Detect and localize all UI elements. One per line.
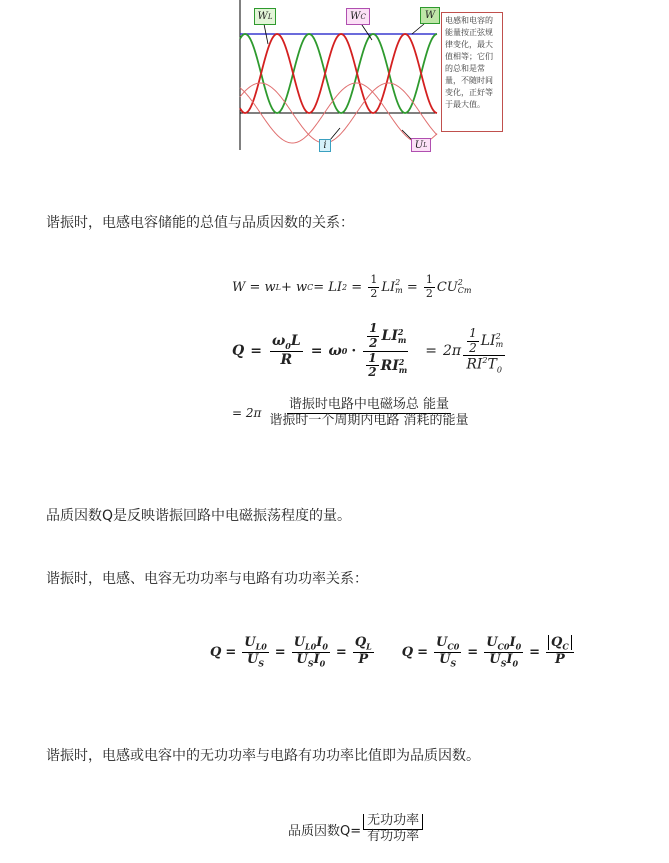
ul-label xyxy=(411,138,431,152)
omega-symbol-2: ω xyxy=(328,343,342,359)
i-sub: 0 xyxy=(515,641,522,652)
frac-den: P xyxy=(358,652,369,668)
i-sub: 0 xyxy=(319,658,326,669)
u-sub: S xyxy=(450,658,457,669)
eq-w-plus: + w xyxy=(280,279,308,295)
final-eq-frac xyxy=(363,814,423,845)
u-sym: U xyxy=(486,635,498,650)
frac-num xyxy=(546,636,574,653)
frac-num: 1 xyxy=(369,320,378,335)
l-symbol: L xyxy=(290,333,301,350)
frac-num: 1 xyxy=(425,273,433,286)
pw-frac-uc xyxy=(434,636,461,669)
li-m: m xyxy=(397,335,407,346)
u-sub: L0 xyxy=(255,641,267,652)
u-sym: U xyxy=(246,651,259,667)
equation-quality-factor xyxy=(232,312,507,390)
note-line: 电感和电容的 xyxy=(445,16,493,25)
frac-num: 1 xyxy=(469,325,477,340)
frac-den: R xyxy=(280,352,293,369)
note-line: 于最大值。 xyxy=(445,100,485,109)
eq-w-lim: LI xyxy=(381,279,396,295)
frac-den: 2 xyxy=(425,286,433,300)
frac-den xyxy=(464,356,504,375)
pw-eq: = xyxy=(529,644,541,660)
frac-num xyxy=(242,636,269,653)
note-line: 量，不随时间 xyxy=(445,76,493,85)
eq-q-omega-frac xyxy=(270,333,303,368)
pw-eq: = xyxy=(467,644,479,660)
u-sub: L0 xyxy=(305,641,317,652)
wc-label-sub: C xyxy=(360,12,366,21)
u-sub: C0 xyxy=(497,641,510,652)
eq-q-eq3: = xyxy=(425,343,437,359)
i-sym: I xyxy=(509,635,516,650)
q-sub: C xyxy=(562,642,569,653)
paragraph-q-definition: 品质因数Q是反映谐振回路中电磁振荡程度的量。 xyxy=(46,508,352,524)
u-sub: C0 xyxy=(447,641,460,652)
eq-q-dot: · xyxy=(351,343,357,359)
wc-label-main: W xyxy=(350,11,361,22)
note-line: 律变化，最大 xyxy=(445,40,493,49)
li-sq-2: 2 xyxy=(495,332,501,342)
energy-explanation-note xyxy=(441,12,503,132)
u-sym: U xyxy=(439,651,451,667)
frac-num: 1 xyxy=(370,273,378,286)
ri-sq-2: 2 xyxy=(482,356,488,366)
final-eq-label: 品质因数Q= xyxy=(288,823,362,839)
frac-num xyxy=(270,333,303,352)
i-sym: I xyxy=(313,651,320,667)
eq-w-sub-l: L xyxy=(275,282,281,292)
ri-m: m xyxy=(398,364,408,375)
frac-num xyxy=(434,636,461,653)
frac-den xyxy=(362,352,409,381)
u-sym: U xyxy=(293,635,306,650)
eq-q-twopi: 2π xyxy=(442,343,462,359)
q-sym: Q xyxy=(354,635,367,651)
eq-w-cu-sq: 2 xyxy=(457,278,463,288)
paragraph-energy-relation: 谐振时，电感电容储能的总值与品质因数的关系： xyxy=(46,215,354,231)
pw-eq: = xyxy=(417,644,428,660)
equation-power-ratio xyxy=(210,636,576,669)
u-sym: U xyxy=(296,651,308,667)
pw-q-1: Q xyxy=(210,644,222,660)
i-label-main: i xyxy=(323,140,327,151)
eq-w-sub-c: C xyxy=(307,282,314,292)
eq-w-eq3: = xyxy=(402,279,422,295)
ri-symbol: RI xyxy=(380,357,399,374)
frac-den: 2 xyxy=(368,365,377,380)
i-sub: 0 xyxy=(512,658,519,669)
pw-frac-qc xyxy=(546,636,574,668)
frac-den: 2 xyxy=(469,340,477,355)
wl-label-main: W xyxy=(257,11,268,22)
i-sub: 0 xyxy=(322,641,328,652)
ul-label-sub: L xyxy=(423,141,428,149)
w-label xyxy=(420,7,440,24)
eq-q-period-frac xyxy=(463,327,505,375)
frac-den xyxy=(294,653,327,669)
frac-num: 1 xyxy=(368,350,377,365)
u-sub: S xyxy=(258,658,265,669)
w-label-main: W xyxy=(424,10,436,21)
eq-w-lhs: W = w xyxy=(232,279,276,295)
note-line: 变化，正好等 xyxy=(445,88,493,97)
eq-w-half-1 xyxy=(368,274,379,300)
u-sym: U xyxy=(489,651,501,667)
omega-sub-2: 0 xyxy=(341,346,348,356)
eq-w-lim-m: m xyxy=(395,286,403,296)
pw-eq: = xyxy=(274,644,286,660)
omega-symbol: ω xyxy=(271,333,286,350)
final-eq-numerator xyxy=(363,814,423,830)
ratio-prefix: = 2π xyxy=(232,406,262,421)
frac-num xyxy=(363,322,408,352)
t-symbol: T xyxy=(487,357,497,374)
equation-q-power xyxy=(288,814,425,845)
eq-w-li: = LI xyxy=(313,279,343,295)
frac-den xyxy=(487,653,520,669)
ri-symbol-2: RI xyxy=(466,357,483,374)
i-sym: I xyxy=(506,651,513,667)
li-m-2: m xyxy=(495,340,504,350)
pw-q-2: Q xyxy=(401,644,414,660)
half-frac xyxy=(366,352,378,381)
li-sq: 2 xyxy=(397,327,404,338)
w-leader xyxy=(412,24,424,34)
frac-num xyxy=(353,636,374,653)
pw-frac-uci xyxy=(484,636,523,669)
ratio-numerator: 谐振时电路中电磁场总 能量 xyxy=(288,397,450,412)
pw-frac-uli xyxy=(292,636,330,669)
eq-q-eq: = xyxy=(250,343,262,359)
ri-sq: 2 xyxy=(398,356,405,367)
u-sym: U xyxy=(436,635,448,650)
eq-q-q: Q xyxy=(232,343,245,359)
eq-w-half-2 xyxy=(424,274,435,300)
wl-label xyxy=(254,8,276,25)
eq-w-eq2: = xyxy=(347,279,367,295)
paragraph-power-relation: 谐振时，电感、电容无功功率与电路有功功率关系： xyxy=(46,571,368,587)
equation-total-energy xyxy=(232,274,471,300)
half-frac xyxy=(367,322,379,351)
li-symbol-2: LI xyxy=(480,333,496,350)
eq-w-cu-cm: Cm xyxy=(457,286,472,296)
pw-frac-ul xyxy=(242,636,269,669)
eq-w-lim-sq: 2 xyxy=(395,278,401,288)
final-eq-denominator: 有功功率 xyxy=(367,828,420,844)
frac-den xyxy=(245,653,266,669)
eq-w-cu: CU xyxy=(436,279,458,295)
ratio-frac xyxy=(267,398,470,429)
q-sym: Q xyxy=(551,635,563,651)
paragraph-q-ratio: 谐振时，电感或电容中的无功功率与电路有功功率比值即为品质因数。 xyxy=(46,748,480,764)
pw-eq: = xyxy=(225,644,237,660)
eq-q-eq2: = xyxy=(310,343,323,359)
frac-den: 2 xyxy=(369,335,378,350)
note-line: 值相等；它们 xyxy=(445,52,493,61)
i-sym: I xyxy=(316,635,323,650)
ul-label-main: U xyxy=(414,139,424,151)
note-line: 能量按正弦规 xyxy=(445,28,493,37)
note-line: 的总和是常 xyxy=(445,64,485,73)
u-sub: S xyxy=(307,658,314,669)
i-label xyxy=(319,139,331,152)
eq-q-energy-frac xyxy=(362,322,409,380)
half-frac xyxy=(467,327,479,356)
eq-w-sq: 2 xyxy=(342,282,348,292)
q-sub: L xyxy=(366,642,372,653)
frac-den: 2 xyxy=(370,286,378,300)
i-leader xyxy=(330,128,340,140)
omega-sub: 0 xyxy=(285,341,291,352)
t-sub: 0 xyxy=(496,365,502,375)
frac-den: P xyxy=(555,652,565,668)
frac-num xyxy=(484,636,523,653)
u-sub: S xyxy=(500,658,507,669)
wl-label-sub: L xyxy=(267,12,273,21)
wc-label xyxy=(346,8,370,25)
equation-energy-ratio xyxy=(232,398,473,429)
li-symbol: LI xyxy=(381,328,398,345)
frac-num xyxy=(463,327,505,357)
frac-num xyxy=(292,636,330,653)
pw-eq: = xyxy=(335,644,347,660)
frac-den xyxy=(437,653,458,669)
numerator-text: 无功功率 xyxy=(367,813,420,828)
pw-frac-ql xyxy=(353,636,374,668)
ratio-denominator: 谐振时一个周期内电路 消耗的能量 xyxy=(269,412,469,428)
u-sym: U xyxy=(244,635,256,650)
